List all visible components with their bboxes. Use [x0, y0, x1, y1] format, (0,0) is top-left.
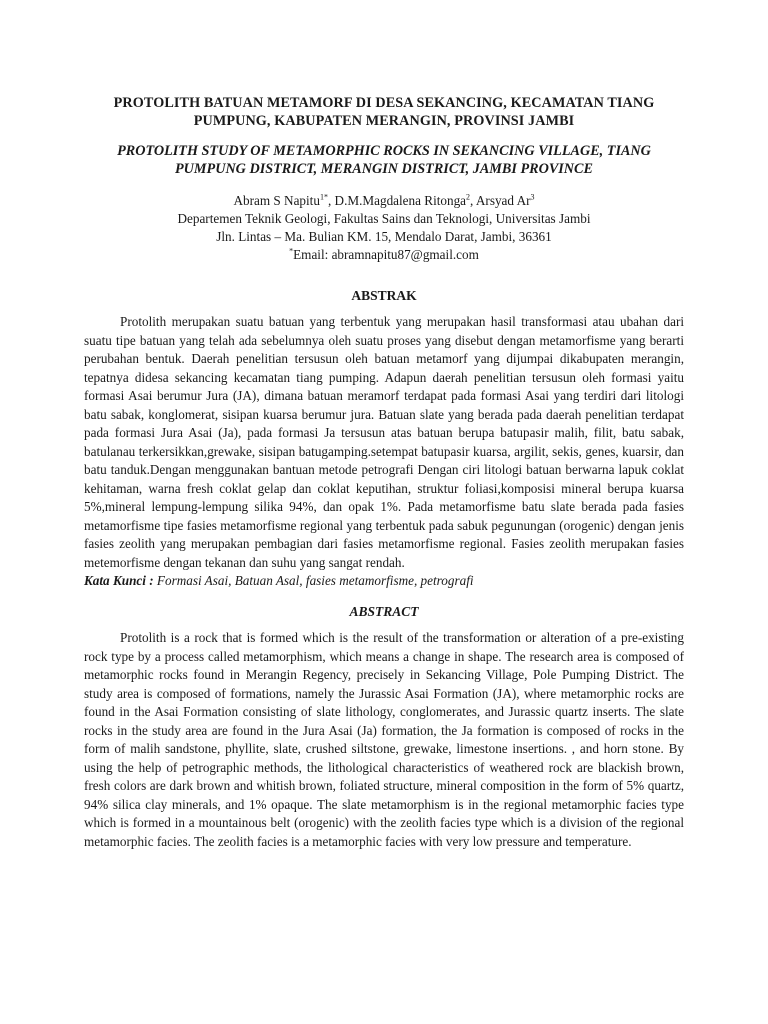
author-line: [84, 192, 684, 210]
abstrak-heading: ABSTRAK: [351, 288, 417, 303]
author-separator: ,: [470, 193, 476, 208]
author-email: Email: abramnapitu87@gmail.com: [293, 247, 479, 262]
paper-title-indonesian: PROTOLITH BATUAN METAMORF DI DESA SEKANCING, KECAMATAN TIANG PUMPUNG, KABUPATEN MERANGIN, PROVINSI JAMBI: [113, 95, 655, 129]
author-name: Arsyad Ar: [475, 193, 531, 208]
author-affiliation-mark: 1*: [319, 192, 328, 202]
abstrak-body: Protolith merupakan suatu batuan yang terbentuk yang merupakan hasil transformasi atau ubahan dari suatu tipe batuan yang telah ada sebelumnya oleh suatu proses yang disebut dengan metamorfisme yang berarti perubahan bentuk. Daerah penelitian tersusun oleh batuan metamorf yang dijumpai dikabupaten merangin, tepatnya didesa sekancing kecamatan tiang pumping. Adapun daerah penelitian tersusun oleh formasi yaitu formasi Asai berumur Jura (JA), dimana batuan meramorf terdapat pada formasi Asai yang terdiri dari litologi batu sabak, konglomerat, sisipan kuarsa berumur jura. Batuan slate yang berada pada daerah penelitian terdapat pada formasi Jura Asai (Ja), pada formasi Ja tersusun atas batuan berupa batupasir malih, filit, batu sabak, batulanau terkersikkan,grewake, sisipan batugamping.setempat batupasir kuarsa, argilit, sekis, genes, kuarsir, dan batu tanduk.Dengan menggunakan bantuan metode petrografi Dengan ciri litologi batuan berwarna lapuk coklat kehitaman, warna fresh coklat gelap dan coklat keputihan, struktur foliasi,komposisi mineral berupa kuarsa 5%,mineral lempung-lempung silika 94%, dan opak 1%. Pada metamorfisme batu slate berada pada fasies metamorfisme tipe fasies metamorfisme regional yang terbentuk pada sabuk pegunungan (orogenic) dengan jenis fasies zeolith yang merupakan pembagian dari fasies metamorfisme regional. Fasies zeolith merupakan fasies metemorfisme dengan tekanan dan suhu yang sangat rendah.: [84, 314, 684, 570]
corresponding-mark: *: [289, 246, 294, 256]
author-address: Jln. Lintas – Ma. Bulian KM. 15, Mendalo Darat, Jambi, 36361: [216, 229, 552, 244]
author-name: Abram S Napitu: [233, 193, 320, 208]
abstract-heading: ABSTRACT: [349, 604, 419, 619]
author-affiliation-mark: 3: [530, 192, 535, 202]
author-email-line: [84, 246, 684, 264]
author-affiliation: Departemen Teknik Geologi, Fakultas Sains dan Teknologi, Universitas Jambi: [177, 211, 591, 226]
author-separator: ,: [327, 193, 335, 208]
abstract-body: Protolith is a rock that is formed which is the result of the transformation or alteration of a pre-existing rock type by a process called metamorphism, which means a change in shape. The research area is composed of metamorphic rocks found in Merangin Regency, precisely in Sekancing Village, Pole Pumping District. The study area is composed of formations, namely the Jurassic Asai Formation (JA), where metamorphic rocks are found in the Asai Formation consisting of slate lithology, conglomerates, and Jurassic quartz inserts. The slate rocks in the study area are found in the Jura Asai (Ja) formation, the Ja formation is composed of rocks in the form of malih sandstone, phyllite, slate, crushed siltstone, grewake, limestone insertions. , and horn stone. By using the help of petrographic methods, the lithological characteristics of weathered rock are blackish brown, fresh colors are dark brown and whitish brown, foliated structure, mineral composition in the form of 5% quartz, 94% silica clay minerals, and 1% opaque. The slate metamorphism is in the regional metamorphic facies type which is formed in a mountainous belt (orogenic) with the zeolith facies type which is a division of the regional metamorphic facies. The zeolith facies is a metamorphic facies with very low pressure and temperature.: [84, 630, 684, 849]
author-affiliation-mark: 2: [466, 192, 471, 202]
author-name: D.M.Magdalena Ritonga: [334, 193, 467, 208]
keywords-line: [84, 572, 684, 590]
paper-title-english: PROTOLITH STUDY OF METAMORPHIC ROCKS IN SEKANCING VILLAGE, TIANG PUMPUNG DISTRICT, MERANGIN DISTRICT, JAMBI PROVINCE: [117, 143, 651, 177]
keywords-text: Formasi Asai, Batuan Asal, fasies metamorfisme, petrografi: [153, 573, 474, 588]
keywords-label: Kata Kunci :: [84, 573, 154, 588]
author-block: [84, 192, 684, 264]
